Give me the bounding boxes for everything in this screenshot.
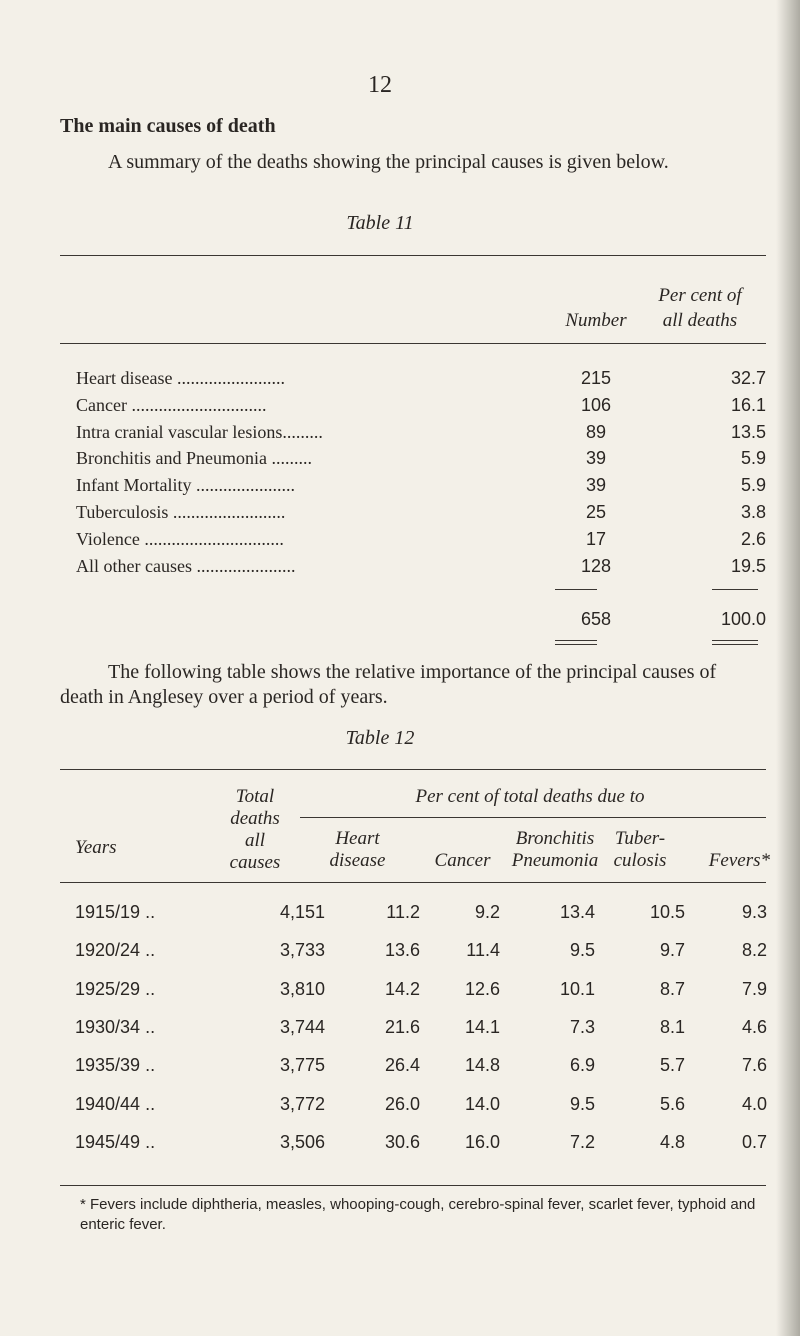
- table11-header-number: Number: [565, 310, 627, 331]
- table12-cell-fevers: 9.3: [741, 902, 767, 922]
- table12-cell-cancer: 14.8: [464, 1055, 500, 1076]
- table11-header-percent-1: Per cent of: [658, 285, 742, 306]
- table12-header-bronchitis-2: Pneumonia: [511, 850, 599, 871]
- table12-header-heart-2: disease: [329, 850, 386, 871]
- table12-header-total-4: causes: [229, 852, 281, 873]
- table12-cell-tuberculosis: 5.6: [659, 1093, 685, 1114]
- table12-header-bronchitis: [495, 828, 615, 872]
- table12-cell-years: 1925/29 ..: [75, 978, 156, 999]
- table12-header-total-3: all: [244, 830, 266, 851]
- table11-cause: Infant Mortality ......................: [76, 475, 295, 496]
- table12-header-cancer: Cancer: [434, 850, 491, 871]
- paragraph-2: The following table shows the relative importance of the principal causes of death in Anglesey over a period of years.: [60, 661, 717, 708]
- table11-double-rule-percent: [712, 640, 758, 645]
- table11-row: [76, 448, 766, 475]
- table12-cell-heart: 30.6: [384, 1131, 420, 1152]
- table11-caption: Table 11: [346, 212, 414, 234]
- table11-row: [76, 368, 766, 395]
- table12-cell-cancer: 14.1: [464, 1016, 500, 1037]
- table12-cell-years: 1935/39 ..: [75, 1055, 156, 1076]
- table12-cell-years: 1920/24 ..: [75, 940, 156, 961]
- table12-cell-tuberculosis: 5.7: [659, 1055, 685, 1076]
- table12-cell-tuberculosis: 8.1: [659, 1016, 685, 1037]
- table11-number: 25: [585, 502, 607, 522]
- table11-percent: 5.9: [740, 448, 766, 469]
- table12-cell-total: 3,744: [279, 1016, 325, 1037]
- table11-percent: 2.6: [740, 528, 766, 549]
- table12-row: [60, 1055, 780, 1085]
- table12-cell-cancer: 9.2: [474, 902, 500, 922]
- table12-cell-bronchitis: 13.4: [559, 902, 595, 922]
- table11-top-rule: [60, 255, 766, 256]
- intro-paragraph: A summary of the deaths showing the principal causes is given below.: [108, 151, 669, 173]
- table12-cell-total: 4,151: [279, 902, 325, 922]
- table12-header-tuberculosis: [600, 828, 680, 872]
- table12-cell-tuberculosis: 4.8: [659, 1131, 685, 1152]
- table12-cell-fevers: 8.2: [741, 940, 767, 961]
- table12-cell-years: 1930/34 ..: [75, 1016, 156, 1037]
- table12-cell-total: 3,733: [279, 940, 325, 961]
- table12-cell-heart: 11.2: [386, 902, 420, 922]
- table12-cell-tuberculosis: 9.7: [659, 940, 685, 961]
- table12-cell-bronchitis: 7.2: [569, 1131, 595, 1152]
- table12-header-fevers: Fevers*: [708, 850, 770, 871]
- table12-top-rule: [60, 769, 766, 770]
- table11-total-percent: 100.0: [720, 609, 766, 629]
- table12-header-total-1: Total: [235, 786, 275, 807]
- table11-percent: 3.8: [740, 502, 766, 522]
- table12-cell-fevers: 0.7: [741, 1131, 767, 1152]
- table11-row: [76, 475, 766, 502]
- table12-header-heart: [310, 828, 405, 872]
- table12-cell-years: 1940/44 ..: [75, 1093, 156, 1114]
- table12-header-years: Years: [75, 837, 117, 858]
- table12-header-rule: [60, 882, 766, 883]
- table11-sum-rule-number: [555, 589, 597, 590]
- table12-cell-bronchitis: 6.9: [569, 1055, 595, 1076]
- table12-cell-cancer: 14.0: [464, 1093, 500, 1114]
- table12-cell-bronchitis: 10.1: [559, 978, 595, 999]
- table11-row: [76, 556, 766, 583]
- table11-cause: Heart disease ........................: [76, 368, 285, 388]
- table12-header-total-2: deaths: [230, 808, 280, 829]
- table12-cell-tuberculosis: 8.7: [659, 978, 685, 999]
- table12-row: [60, 1132, 780, 1162]
- table11-double-rule-number: [555, 640, 597, 645]
- table12-cell-tuberculosis: 10.5: [649, 902, 685, 922]
- page-number: 12: [368, 72, 392, 98]
- table11-row: [76, 502, 766, 529]
- table12-cell-fevers: 4.6: [741, 1016, 767, 1037]
- table12-cell-cancer: 11.4: [466, 940, 500, 961]
- table12-caption: Table 12: [345, 727, 415, 749]
- table12-cell-years: 1945/49 ..: [75, 1131, 156, 1152]
- table11-number: 106: [580, 394, 612, 415]
- table12-cell-heart: 26.0: [384, 1093, 420, 1114]
- table12-row: [60, 1017, 780, 1047]
- table11-row: [76, 395, 766, 422]
- table11-number: 39: [585, 475, 607, 496]
- table11-row: [76, 529, 766, 556]
- table12-header-bronchitis-1: Bronchitis: [515, 828, 595, 849]
- table12-cell-cancer: 12.6: [464, 978, 500, 999]
- table12-group-rule: [300, 817, 766, 818]
- table11-number: 89: [585, 421, 607, 442]
- table12-cell-cancer: 16.0: [464, 1131, 500, 1152]
- table11-number: 215: [580, 368, 612, 388]
- table11-percent: 19.5: [730, 555, 766, 576]
- footnote: * Fevers include diphtheria, measles, whooping-cough, cerebro-spinal fever, scarlet fever, typhoid and enteric fever.: [80, 1196, 756, 1233]
- table11-sum-rule-percent: [712, 589, 758, 590]
- table12-row: [60, 940, 780, 970]
- table12-cell-bronchitis: 9.5: [569, 1093, 595, 1114]
- table12-header-tuberculosis-1: Tuber-: [614, 828, 666, 849]
- table12-header-total: [210, 786, 300, 874]
- table12-bottom-rule: [60, 1185, 766, 1186]
- table12-cell-total: 3,810: [279, 978, 325, 999]
- table11-cause: Tuberculosis .........................: [76, 502, 286, 522]
- table11-header-rule: [60, 343, 766, 344]
- table11-cause: Bronchitis and Pneumonia .........: [76, 448, 312, 469]
- table12-row: [60, 979, 780, 1009]
- table11-percent: 5.9: [740, 475, 766, 496]
- table11-row: [76, 422, 766, 449]
- section-heading: The main causes of death: [60, 115, 276, 137]
- table12-cell-fevers: 4.0: [741, 1093, 767, 1114]
- table12-cell-total: 3,506: [279, 1131, 325, 1152]
- table12-header-heart-1: Heart: [335, 828, 380, 849]
- table11-cause: Intra cranial vascular lesions.........: [76, 421, 323, 442]
- table12-cell-total: 3,775: [279, 1055, 325, 1076]
- table11-number: 128: [580, 555, 612, 576]
- table11-percent: 13.5: [730, 421, 766, 442]
- table12-cell-bronchitis: 9.5: [569, 940, 595, 961]
- table12-header-tuberculosis-2: culosis: [613, 850, 667, 871]
- table11-cause: All other causes ......................: [76, 555, 296, 576]
- table12-row: [60, 902, 780, 932]
- table12-row: [60, 1094, 780, 1124]
- table12-cell-heart: 14.2: [384, 978, 420, 999]
- table11-cause: Violence ...............................: [76, 528, 284, 549]
- table11-number: 17: [585, 528, 607, 549]
- table11-number: 39: [585, 448, 607, 469]
- table12-header-group: Per cent of total deaths due to: [415, 786, 645, 807]
- table11-total-number: 658: [580, 609, 612, 629]
- table11-percent: 32.7: [730, 368, 766, 388]
- table11-percent: 16.1: [730, 394, 766, 415]
- table11-cause: Cancer ..............................: [76, 394, 267, 415]
- table12-cell-bronchitis: 7.3: [569, 1016, 595, 1037]
- table12-cell-heart: 21.6: [384, 1016, 420, 1037]
- table12-cell-fevers: 7.9: [741, 978, 767, 999]
- table12-cell-years: 1915/19 ..: [75, 902, 156, 922]
- table12-cell-total: 3,772: [279, 1093, 325, 1114]
- table12-cell-fevers: 7.6: [741, 1055, 767, 1076]
- table11-header-percent-2: all deaths: [662, 310, 738, 331]
- table12-cell-heart: 26.4: [384, 1055, 420, 1076]
- table12-cell-heart: 13.6: [384, 940, 420, 961]
